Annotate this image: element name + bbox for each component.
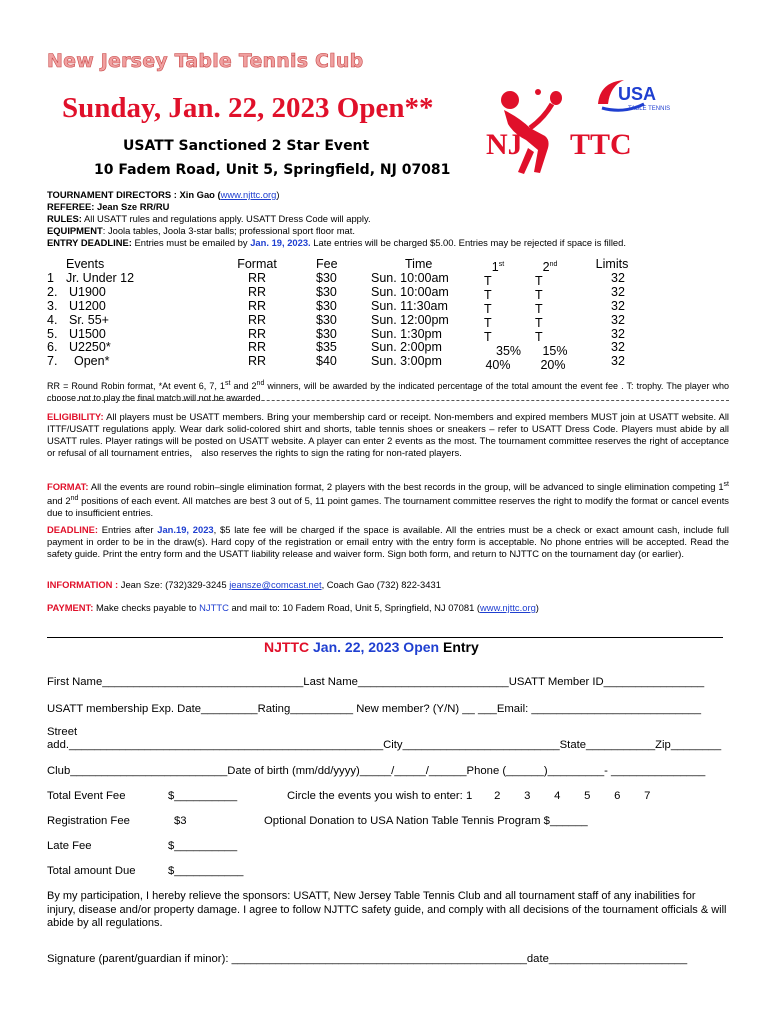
entry-form-title: NJTTC Jan. 22, 2023 Open Entry <box>264 639 479 655</box>
event-option-4[interactable]: 4 <box>554 790 561 802</box>
directors-end: ) <box>276 189 280 200</box>
directors-value: Xin Gao ( <box>179 189 221 200</box>
event-option-3[interactable]: 3 <box>524 790 531 802</box>
rules-label: RULES: <box>47 213 82 224</box>
events-column-second: 2nd T T T T T 15% 20% <box>535 260 568 372</box>
equipment-label: EQUIPMENT <box>47 225 103 236</box>
events-column-first: 1st T T T T T 35% 40% <box>484 260 522 372</box>
registration-fee-value: $3 <box>174 815 187 827</box>
fee-header: Fee <box>316 257 338 271</box>
deadline-post: Late entries will be charged $5.00. Entries may be rejected if space is filled. <box>313 237 626 248</box>
events-column-time: Time Sun. 10:00am Sun. 10:00am Sun. 11:30am Sun. 12:00pm Sun. 1:30pm Sun. 2:00pm Sun. 3:00pm <box>371 257 449 369</box>
donation-field[interactable]: Optional Donation to USA Nation Table Tennis Program $______ <box>264 815 588 827</box>
equipment-value: : Joola tables, Joola 3-star balls; professional sport floor mat. <box>102 225 355 236</box>
events-column-num: 1 2. 3. 4. 5. 6. 7. <box>47 270 58 369</box>
round-robin-note: RR = Round Robin format, *At event 6, 7, 1st and 2nd winners, will be awarded by the indicated percentage of the total amount the event fee . T: trophy. The player who choose not to play the final match will not be awarded. <box>47 380 729 403</box>
registration-fee-label: Registration Fee <box>47 815 130 827</box>
format-header: Format <box>237 257 277 271</box>
club-dob-phone-line[interactable]: Club_________________________Date of birth (mm/dd/yyyy)_____/_____/______Phone (______)_________- _______________ <box>47 765 706 777</box>
waiver-text: By my participation, I hereby relieve the sponsors: USATT, New Jersey Table Tennis Club and all tournament staff of any inabilities for injury, disease and/or property damage. I agree to follow NJTTC safety guide, and comply with all decisions of the tournament officials & will abide by all regulations. <box>47 890 727 929</box>
events-column-fee: Fee $30 $30 $30 $30 $30 $35 $40 <box>316 257 338 369</box>
total-due-label: Total amount Due <box>47 865 136 877</box>
second-header: 2 <box>542 260 550 275</box>
total-event-fee-field[interactable]: $__________ <box>168 790 238 802</box>
event-name: U1200 <box>69 298 106 313</box>
total-due-field[interactable]: $___________ <box>168 865 244 877</box>
usa-logo-subtext: TABLE TENNIS <box>628 106 671 112</box>
directors-label: TOURNAMENT DIRECTORS : <box>47 189 177 200</box>
event-option-6[interactable]: 6 <box>614 790 621 802</box>
tournament-info <box>47 189 747 249</box>
deadline-label: ENTRY DEADLINE: <box>47 237 132 248</box>
entry-form-divider <box>47 637 723 638</box>
street-label: Street <box>47 726 78 738</box>
eligibility-paragraph: ELIGIBILITY: All players must be USATT members. Bring your membership card or receipt. Non-members and expired members MUST join at USATT website. All ITTF/USATT regulations apply. Wear dark solid-colored shirt and shorts, table tennis shoes or sneakers – refer to USATT Dress Code. Players must abide by all USATT rules. Player ratings will be posted on USATT website. A player can enter 2 events as the most. The tournament committee reserves the right of acceptance or refusal of all tournament entries， also reserves the rights to sign the rating for non-rated players. <box>47 411 729 458</box>
deadline-pre: Entries must be emailed by <box>134 237 248 248</box>
event-name: U1900 <box>69 284 106 299</box>
circle-events-label: Circle the events you wish to enter: 1 <box>287 790 473 802</box>
event-name: U2250* <box>69 340 111 355</box>
late-fee-field[interactable]: $__________ <box>168 840 238 852</box>
membership-fields-line[interactable]: USATT membership Exp. Date_________Rating__________ New member? (Y/N) __ ___Email: ___________________________ <box>47 703 701 715</box>
logo-ttc-text: TTC <box>570 128 632 161</box>
email-link[interactable]: jeansze@comcast.net <box>229 579 322 590</box>
event-title: Sunday, Jan. 22, 2023 Open** <box>62 92 434 124</box>
event-option-7[interactable]: 7 <box>644 790 651 802</box>
event-option-5[interactable]: 5 <box>584 790 591 802</box>
information-line: INFORMATION : Jean Sze: (732)329-3245 jeansze@comcast.net, Coach Gao (732) 822-3431 <box>47 579 441 590</box>
deadline-paragraph: DEADLINE: Entries after Jan.19, 2023, $5 late fee will be charged if the space is available. All the entries must be a check or exact amount cash, include full payment in order to be in the draw(s). Hard copy of the registration or email entry with the entry form is acceptable. No phone entries will be accepted. Read the safety guide. Print the entry form and the USATT liability release and waiver form. Sign both form, and return to NJTTC on the tournament day (or earlier). <box>47 524 729 559</box>
table-tennis-player-icon <box>490 88 580 178</box>
event-name: Sr. 55+ <box>69 312 109 327</box>
circle-events-row <box>287 790 662 802</box>
signature-date-line[interactable]: Signature (parent/guardian if minor): _______________________________________________date______________________ <box>47 953 688 965</box>
referee-line: REFEREE: Jean Sze RR/RU <box>47 201 170 212</box>
event-option-2[interactable]: 2 <box>494 790 501 802</box>
logo-nj-text: NJ <box>486 128 523 161</box>
payment-website-link[interactable]: www.njttc.org <box>480 602 536 613</box>
sanction-line: USATT Sanctioned 2 Star Event <box>123 138 370 154</box>
format-paragraph: FORMAT: All the events are round robin–single elimination format, 2 players with the best records in the group, will be advanced to single elimination competing 1st and 2nd positions of each event. All matches are best 3 out of 5, 11 point games. The tournament committee reserves the right to modify the format or cancel events due to insufficient entries. <box>47 481 729 519</box>
name-fields-line[interactable]: First Name________________________________Last Name________________________USATT Member ID________________ <box>47 676 705 688</box>
usa-logo-text: USA <box>618 84 657 104</box>
address-fields-line[interactable]: add.__________________________________________________City_________________________State___________Zip________ <box>47 739 722 751</box>
directors-website-link[interactable]: www.njttc.org <box>220 189 277 200</box>
late-fee-label: Late Fee <box>47 840 92 852</box>
time-header: Time <box>405 257 433 271</box>
events-column-limits: Limits 32 32 32 32 32 32 32 <box>592 258 632 369</box>
address-line: 10 Fadem Road, Unit 5, Springfield, NJ 07081 <box>94 162 451 178</box>
event-name: Jr. Under 12 <box>66 270 135 285</box>
first-header: 1 <box>491 260 499 275</box>
club-name: New Jersey Table Tennis Club <box>47 50 364 72</box>
limits-header: Limits <box>595 257 629 271</box>
rules-value: All USATT rules and regulations apply. USATT Dress Code will apply. <box>84 213 371 224</box>
usa-table-tennis-logo-icon <box>594 76 678 116</box>
event-name: U1500 <box>69 326 106 341</box>
payment-line: PAYMENT: Make checks payable to NJTTC and mail to: 10 Fadem Road, Unit 5, Springfield, NJ 07081 (www.njttc.org) <box>47 602 539 613</box>
dashed-divider <box>47 400 729 401</box>
events-column-event <box>66 258 134 369</box>
events-header: Events <box>66 257 105 271</box>
events-column-format: Format RR RR RR RR RR RR RR <box>235 258 279 369</box>
event-name: Open* <box>74 354 110 369</box>
deadline-date: Jan. 19, 2023. <box>250 237 311 248</box>
total-event-fee-label: Total Event Fee <box>47 790 126 802</box>
